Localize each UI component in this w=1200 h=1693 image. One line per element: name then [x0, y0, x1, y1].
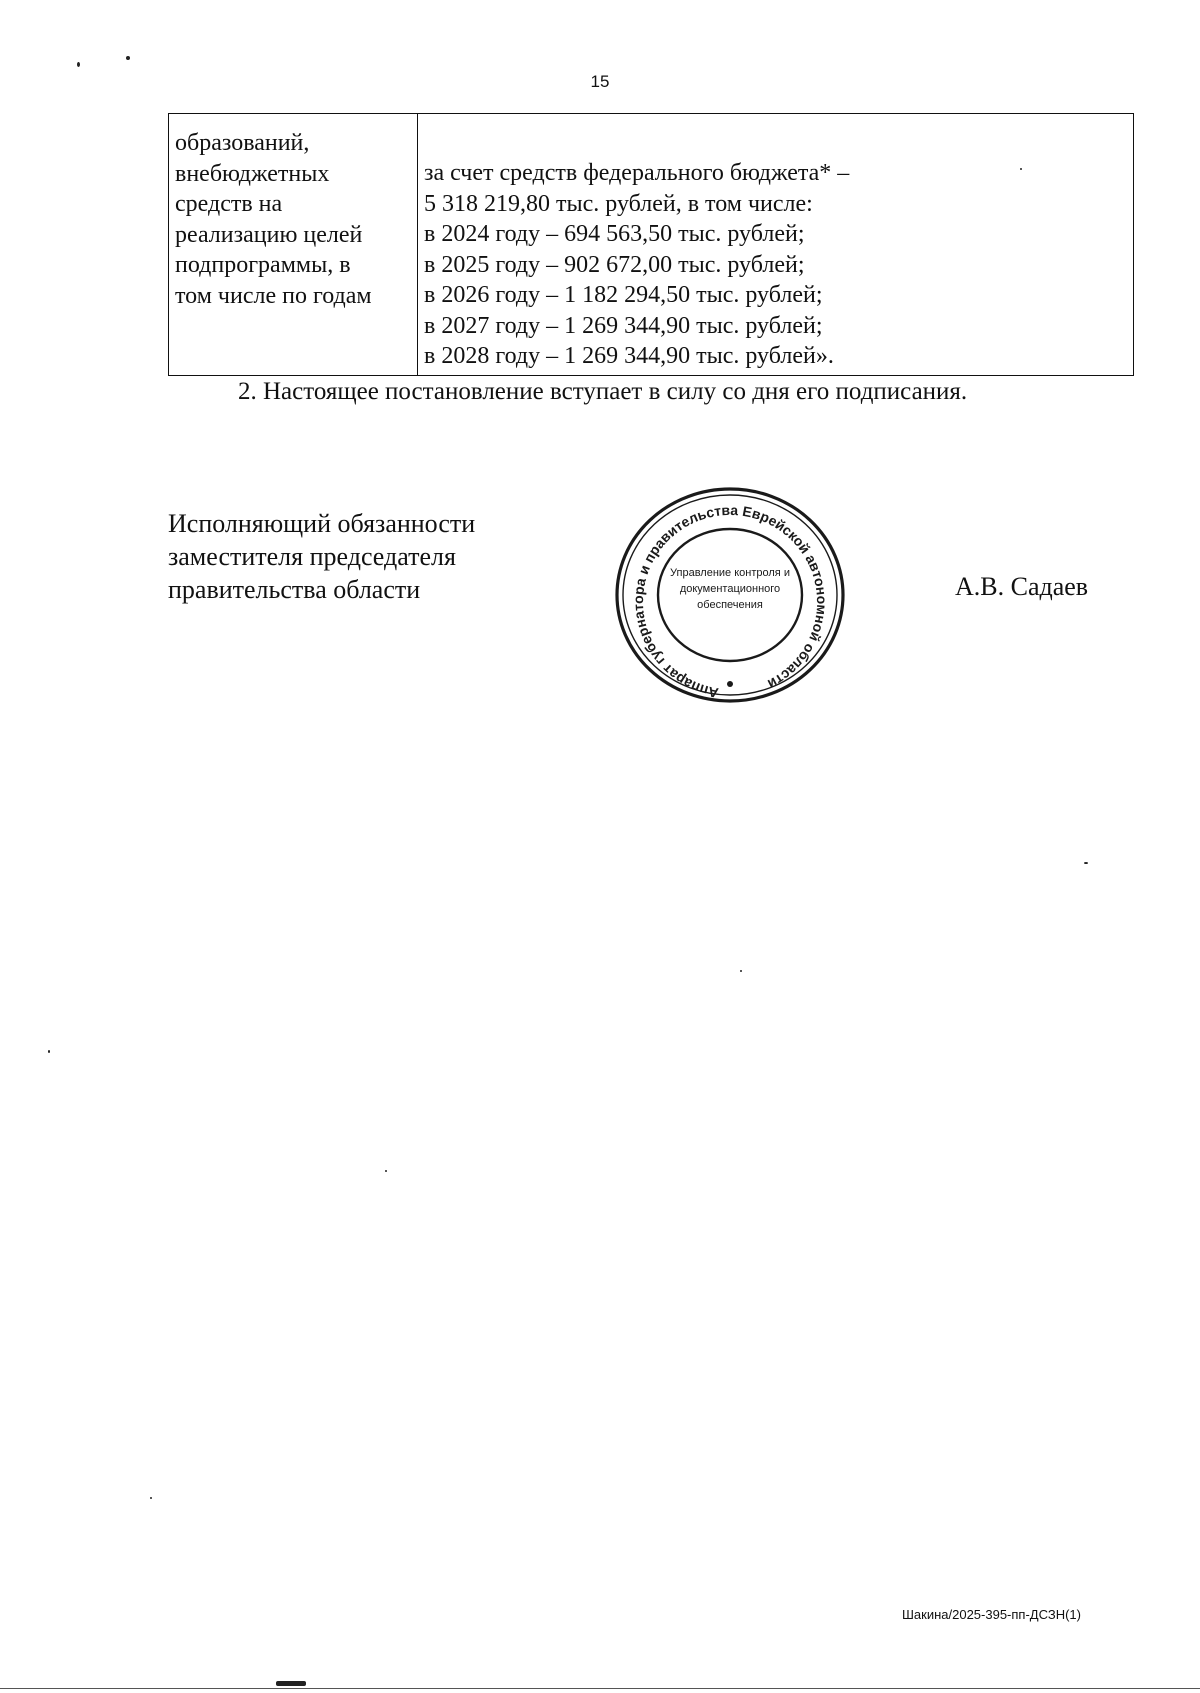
seal-outer-ring — [617, 489, 843, 701]
signer-position — [168, 507, 475, 606]
funding-table — [168, 113, 1134, 376]
scan-speck — [1020, 168, 1022, 170]
scan-speck — [1084, 862, 1088, 864]
table-cell-funding — [418, 114, 1134, 376]
table-row — [169, 114, 1134, 376]
page-number: 15 — [590, 72, 610, 91]
scan-speck — [740, 970, 742, 972]
label-line: внебюджетных — [175, 160, 330, 187]
scan-speck — [276, 1681, 306, 1686]
funding-line: 5 318 219,80 тыс. рублей, в том числе: — [424, 190, 813, 217]
seal-ring-text: Аппарат губернатора и правительства Еврейской автономной области — [629, 501, 831, 702]
funding-line: в 2026 году – 1 182 294,50 тыс. рублей; — [424, 282, 823, 308]
funding-line: в 2025 году – 902 672,00 тыс. рублей; — [424, 251, 805, 278]
seal-center-line: обеспечения — [697, 599, 763, 611]
label-line: средств на — [175, 191, 283, 217]
funding-line: в 2024 году – 694 563,50 тыс. рублей; — [424, 221, 805, 247]
seal-center-line: документационного — [679, 583, 781, 595]
scan-speck — [48, 1050, 50, 1053]
seal-star-mark — [727, 681, 733, 687]
label-line: подпрограммы, в — [175, 252, 351, 278]
label-line: том числе по годам — [175, 282, 372, 309]
seal-inner-ring — [658, 529, 802, 661]
funding-line: за счет средств федерального бюджета* – — [424, 160, 850, 186]
footer-document-code: Шакина/2025-395-пп-ДСЗН(1) — [902, 1607, 1081, 1622]
scan-speck — [77, 62, 80, 67]
signer-position-line: правительства области — [168, 575, 421, 604]
scan-speck — [385, 1170, 387, 1172]
label-line: образований, — [175, 130, 310, 156]
table-cell-label — [169, 114, 418, 376]
funding-line: в 2027 году – 1 269 344,90 тыс. рублей; — [424, 312, 823, 339]
signer-name: А.В. Садаев — [955, 572, 1089, 601]
paragraph-effective-date: 2. Настоящее постановление вступает в силу со дня его подписания. — [238, 378, 968, 405]
funding-line: в 2028 году – 1 269 344,90 тыс. рублей». — [424, 343, 834, 369]
seal-center-line: Управление контроля и — [670, 567, 790, 579]
signer-position-line: заместителя председателя — [168, 542, 456, 571]
signer-position-line: Исполняющий обязанности — [168, 509, 476, 538]
scan-bottom-edge — [0, 1688, 1200, 1689]
scan-speck — [150, 1497, 152, 1499]
label-line: реализацию целей — [175, 221, 363, 248]
scan-speck — [126, 56, 130, 60]
official-seal-stamp — [612, 484, 848, 706]
